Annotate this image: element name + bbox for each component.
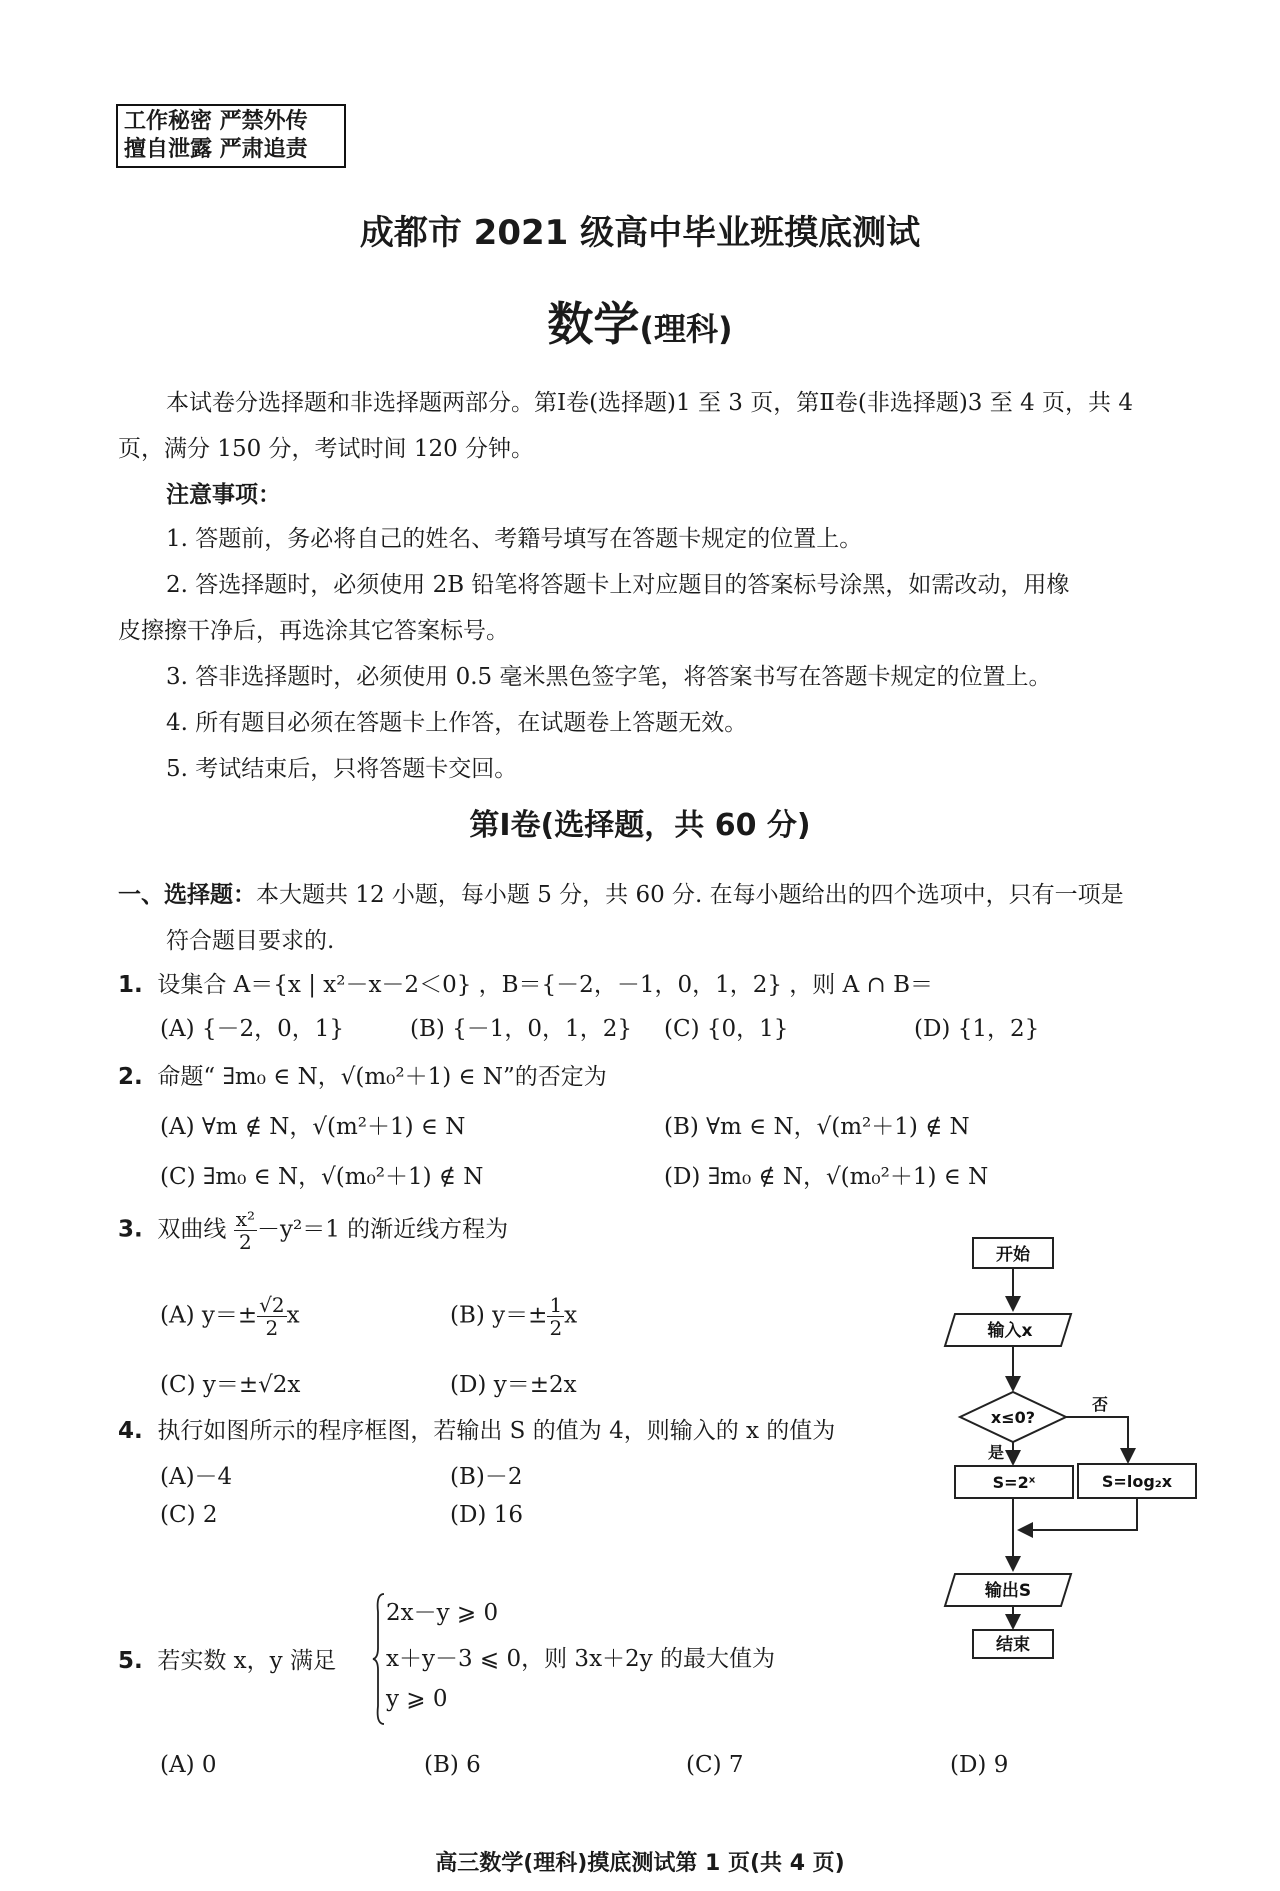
q2-option-c: (C) ∃m₀ ∈ N，√(m₀²＋1) ∉ N [160,1164,484,1190]
q3-option-a [160,1294,300,1339]
no-label: 否 [1091,1395,1109,1414]
q4-option-a: (A)－4 [160,1464,233,1490]
notes-heading: 注意事项： [166,482,281,508]
question-number: 4. [118,1418,143,1444]
stamp-line-2: 擅自泄露 严肃追责 [124,137,308,162]
output-label: 输出S [984,1581,1032,1601]
q1-option-a: (A) {－2，0，1} [160,1016,345,1042]
q2-option-d: (D) ∃m₀ ∉ N，√(m₀²＋1) ∈ N [664,1164,989,1190]
question-stem-pre: 双曲线 [157,1216,227,1243]
section-title: 第Ⅰ卷(选择题，共 60 分) [469,808,811,843]
subject-title [0,288,1280,354]
part-heading [118,876,1124,909]
option-text: x [286,1302,300,1329]
fraction-denominator: 2 [238,1230,252,1254]
fraction [257,1294,286,1339]
part-description-cont: 符合题目要求的. [166,928,335,954]
subject-subtitle: (理科) [639,310,733,348]
option-text: (B) y＝± [450,1302,548,1329]
question-stem-pre: 若实数 x，y 满足 [157,1648,336,1674]
question-1 [118,966,933,999]
yes-assign-label: S=2ˣ [992,1473,1036,1492]
question-3 [118,1208,508,1253]
question-number: 5. [118,1648,143,1674]
q4-option-d: (D) 16 [450,1502,523,1528]
q2-option-b: (B) ∀m ∈ N，√(m²＋1) ∉ N [664,1114,970,1140]
flowchart [940,1230,1210,1660]
q3-option-d: (D) y＝±2x [450,1372,577,1398]
q1-option-d: (D) {1，2} [914,1016,1040,1042]
subject-name: 数学 [547,297,640,351]
constraint-3: y ⩾ 0 [386,1686,448,1712]
part-description: 本大题共 12 小题，每小题 5 分，共 60 分. 在每小题给出的四个选项中，只有一项是 [256,882,1124,908]
q5-option-a: (A) 0 [160,1752,217,1778]
question-stem-post: －y²＝1 的渐近线方程为 [256,1216,509,1243]
q5-option-c: (C) 7 [686,1752,744,1778]
option-text: (A) y＝± [160,1302,258,1329]
question-stem: 执行如图所示的程序框图，若输出 S 的值为 4，则输入的 x 的值为 [157,1418,836,1444]
note-item-5: 5. 考试结束后，只将答题卡交回。 [166,756,518,782]
constraint-2 [386,1640,775,1673]
note-item-2-cont: 皮擦擦干净后，再选涂其它答案标号。 [118,618,509,644]
q1-option-c: (C) {0，1} [664,1016,789,1042]
exam-title: 成都市 2021 级高中毕业班摸底测试 [359,213,921,253]
q4-option-b: (B)－2 [450,1464,523,1490]
note-item-3: 3. 答非选择题时，必须使用 0.5 毫米黑色签字笔，将答案书写在答题卡规定的位置上。 [166,664,1052,690]
q3-option-b [450,1294,577,1339]
no-assign-label: S=log₂x [1101,1472,1173,1491]
question-5 [118,1642,336,1675]
part-label: 一、选择题： [118,882,256,908]
fraction [234,1208,257,1253]
note-item-1: 1. 答题前，务必将自己的姓名、考籍号填写在答题卡规定的位置上。 [166,526,863,552]
q3-option-c: (C) y＝±√2x [160,1372,301,1398]
fraction-denominator: 2 [549,1316,563,1340]
q5-option-b: (B) 6 [424,1752,481,1778]
decision-label: x≤0? [990,1408,1036,1427]
stamp-line-1: 工作秘密 严禁外传 [124,109,308,134]
intro-paragraph: 本试卷分选择题和非选择题两部分。第Ⅰ卷(选择题)1 至 3 页，第Ⅱ卷(非选择题)3 至 4 页，共 4 页，满分 150 分，考试时间 120 分钟。 [118,390,1133,462]
q1-option-b: (B) {－1，0，1，2} [410,1016,632,1042]
fraction [547,1294,564,1339]
note-item-4: 4. 所有题目必须在答题卡上作答，在试题卷上答题无效。 [166,710,748,736]
fraction-numerator: 1 [549,1293,563,1317]
constraint-text: x＋y－3 ⩽ 0 [386,1646,522,1672]
question-number: 1. [118,972,143,998]
question-number: 3. [118,1216,143,1243]
question-stem: 设集合 A＝{x | x²－x－2＜0} ，B＝{－2，－1，0，1，2} ，则 A ∩ B＝ [157,972,934,998]
confidential-stamp [116,104,346,168]
note-item-2: 2. 答选择题时，必须使用 2B 铅笔将答题卡上对应题目的答案标号涂黑，如需改动，用橡 [166,572,1070,598]
fraction-denominator: 2 [265,1316,279,1340]
question-number: 2. [118,1064,143,1090]
page-footer: 高三数学(理科)摸底测试第 1 页(共 4 页) [435,1851,845,1876]
question-2 [118,1058,607,1091]
q5-option-d: (D) 9 [950,1752,1009,1778]
fraction-numerator: x² [235,1207,255,1231]
option-text: x [564,1302,578,1329]
yes-label: 是 [987,1443,1005,1462]
q4-option-c: (C) 2 [160,1502,218,1528]
start-label: 开始 [996,1245,1030,1265]
end-label: 结束 [996,1635,1030,1655]
fraction-numerator: √2 [259,1293,285,1317]
input-label: 输入x [987,1321,1033,1341]
q2-option-a: (A) ∀m ∉ N，√(m²＋1) ∈ N [160,1114,466,1140]
question-stem-post: ，则 3x＋2y 的最大值为 [521,1646,775,1672]
question-stem: 命题“ ∃m₀ ∈ N，√(m₀²＋1) ∈ N”的否定为 [157,1064,607,1090]
system-brace [372,1592,386,1726]
question-4 [118,1412,835,1445]
constraint-1: 2x－y ⩾ 0 [386,1600,499,1626]
